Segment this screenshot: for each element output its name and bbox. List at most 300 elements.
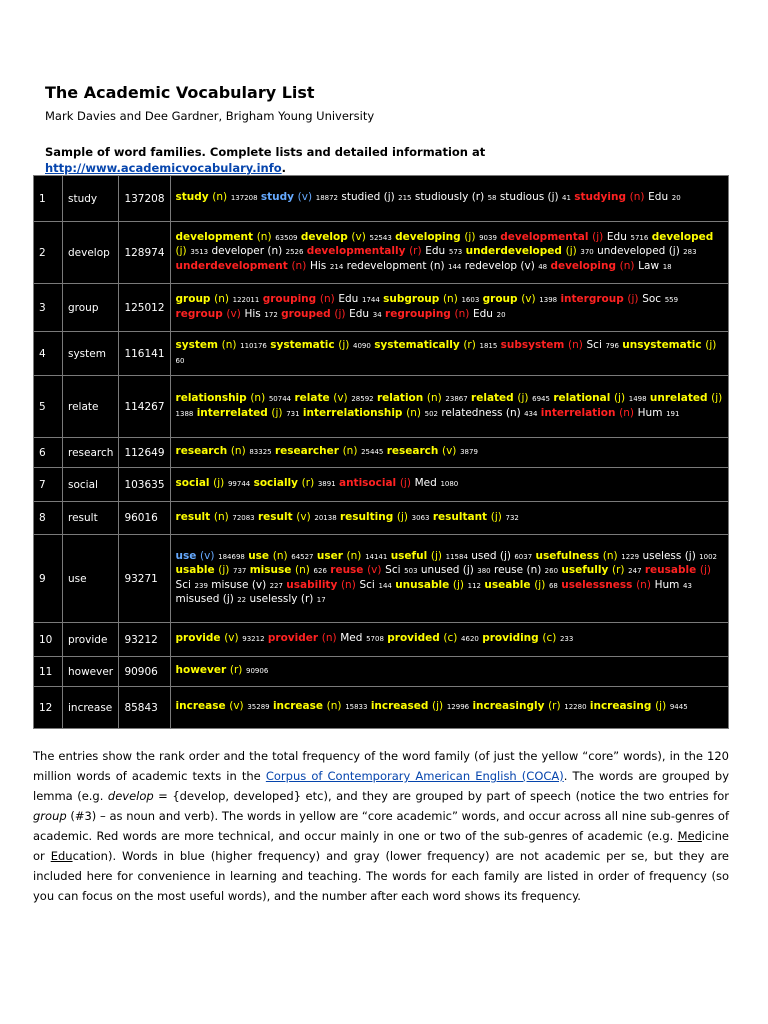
word-entry [341,191,411,203]
word-text: unusable [395,578,450,591]
word-text: relate [294,392,330,405]
word-text: use [248,549,270,562]
word-frequency: 796 [605,342,619,351]
part-of-speech: (j) [222,592,234,605]
word-family-cell [170,687,728,729]
part-of-speech: (j) [334,307,346,320]
table-row [34,468,729,502]
part-of-speech: (n) [213,510,229,523]
word-text: usable [175,564,215,577]
part-of-speech: (j) [452,578,464,591]
part-of-speech: (j) [565,245,577,258]
word-entry [482,632,573,644]
word-family-cell [170,535,728,623]
word-frequency: 1002 [699,552,717,561]
word-entry [249,593,325,605]
part-of-speech: (n) [230,445,246,458]
word-entry [466,245,594,257]
word-text: relationship [175,392,247,405]
word-entry [176,260,344,272]
word-family-cell [170,222,728,284]
word-text: underdeveloped [465,245,562,258]
word-frequency: 1229 [621,552,640,561]
part-of-speech: (j) [464,231,476,244]
word-entry [500,231,648,243]
word-frequency: 1388 [175,409,194,418]
word-frequency: 34 [372,310,382,319]
word-text: useless [642,549,682,562]
part-of-speech: (c) [542,632,557,645]
intro-line [45,144,729,176]
group-italic: group [33,809,67,823]
intro-end: . [281,161,287,175]
word-frequency: 14141 [365,552,388,561]
frequency-cell: 85843 [119,687,170,729]
word-entry [301,231,392,243]
word-entry [395,231,497,243]
part-of-speech: (v) [251,578,267,591]
word-entry [550,260,671,272]
word-text: studiously [414,191,469,204]
part-of-speech: (j) [383,191,395,204]
word-frequency: 215 [398,194,412,203]
word-entry [383,293,479,305]
word-text: developed [651,231,714,244]
part-of-speech: (j) [338,339,350,352]
word-frequency: 559 [664,296,679,305]
word-text: usability [286,578,338,591]
word-entry [385,308,506,320]
frequency-cell: 116141 [119,332,170,376]
headword-cell: result [63,502,119,535]
part-of-speech: (n) [406,406,421,419]
part-of-speech: (j) [592,231,604,244]
word-text: socially [253,477,298,490]
rank-cell: 10 [34,623,63,657]
edu-underlined: Edu [50,849,73,863]
word-text: reusable [644,564,697,577]
word-frequency: 72083 [232,513,255,522]
rank-cell: 11 [34,657,63,687]
word-entry [387,632,479,644]
footer-text-4: (#3) – as noun and verb). The words in yellow are “core academic” words, and occur across all nine sub-genres of academic. Red words are more technical, and occur mainly in one or two of the sub-genres of academic (e.g. [33,809,729,843]
word-entry [597,245,696,257]
word-text: provider [267,632,319,645]
part-of-speech: (r) [229,664,243,677]
part-of-speech: (v) [442,445,457,458]
word-frequency: 12996 [446,703,470,712]
word-text: systematically [374,339,460,352]
word-text: grouping [262,293,317,306]
word-frequency: 239 [194,581,208,590]
word-text: relatedness [441,406,503,419]
table-row [34,332,729,376]
part-of-speech: (j) [396,510,409,523]
word-frequency: 4620 [461,635,479,644]
part-of-speech: (j) [213,477,225,490]
table-row [34,222,729,284]
part-of-speech: (v) [333,392,348,405]
word-entry [340,511,430,523]
word-family-cell [170,332,728,376]
word-family-cell [170,623,728,657]
word-entry [387,445,478,457]
part-of-speech: (n) [636,578,651,591]
word-text: studying [574,191,626,204]
table-row [34,438,729,468]
headword-cell: develop [63,222,119,284]
word-entry [395,579,481,591]
word-text: underdevelopment [175,259,288,272]
word-frequency: 3891 [317,480,336,489]
word-entry [339,477,458,489]
part-of-speech: (v) [224,632,239,645]
word-text: interrelationship [302,406,403,419]
rank-cell: 3 [34,284,63,332]
word-frequency: 184698 [218,552,245,561]
word-text: provided [387,632,440,645]
or-text: or [33,849,51,863]
word-entry [176,593,247,605]
word-frequency: 3513 [190,248,209,257]
word-entry [561,564,641,576]
part-of-speech: (v) [521,293,536,306]
part-of-speech: (v) [226,307,241,320]
word-entry [268,632,384,644]
part-of-speech: (n) [454,307,470,320]
word-text: social [175,477,210,490]
word-text: subgroup [383,293,440,306]
word-text: development [175,231,254,244]
part-of-speech: (n) [602,549,618,562]
rank-cell: 4 [34,332,63,376]
word-frequency: 1498 [628,395,647,404]
word-frequency: 233 [559,635,574,644]
word-text: uselessness [561,578,633,591]
subgenre-label: Sci [175,578,191,591]
word-frequency: 380 [477,567,491,576]
word-family-cell [170,657,728,687]
table-row [34,535,729,623]
word-entry [197,407,300,419]
part-of-speech: (n) [429,259,445,272]
word-frequency: 58 [487,194,497,203]
part-of-speech: (j) [627,293,639,306]
frequency-cell: 128974 [119,222,170,284]
part-of-speech: (r) [463,339,476,352]
word-frequency: 1603 [461,296,480,305]
word-frequency: 52543 [369,234,392,243]
word-frequency: 41 [562,194,571,203]
part-of-speech: (n) [340,578,356,591]
word-text: relational [553,392,611,405]
word-entry [415,191,497,203]
word-frequency: 9039 [479,234,497,243]
footer-paragraph [33,746,729,906]
part-of-speech: (j) [655,700,667,713]
word-entry [176,339,267,351]
word-text: increasing [589,700,652,713]
word-entry [258,511,337,523]
part-of-speech: (j) [711,392,723,405]
word-frequency: 50744 [268,395,292,404]
word-text: use [175,549,197,562]
part-of-speech: (j) [668,245,680,258]
word-text: studied [341,191,381,204]
word-entry [317,550,387,562]
word-text: subsystem [500,339,565,352]
word-entry [261,191,338,203]
word-family-cell [170,502,728,535]
frequency-cell: 114267 [119,376,170,438]
word-frequency: 3879 [460,448,478,457]
part-of-speech: (r) [300,592,314,605]
word-frequency: 110176 [240,342,267,351]
page-title: The Academic Vocabulary List [45,83,315,102]
word-entry [250,564,327,576]
word-frequency: 18 [662,262,672,271]
word-frequency: 247 [628,567,642,576]
word-frequency: 626 [313,567,327,576]
coca-link[interactable]: Corpus of Contemporary American English (COCA) [265,769,564,783]
word-entry [273,700,368,712]
word-entry [176,392,292,404]
word-entry [561,579,692,591]
word-text: unsystematic [622,339,702,352]
word-frequency: 434 [524,409,538,418]
word-entry [421,564,491,576]
med-underlined: Med [677,829,702,843]
headword-cell: increase [63,687,119,729]
word-entry [254,477,336,489]
part-of-speech: (v) [200,549,215,562]
website-link[interactable]: http://www.academicvocabulary.info [45,161,282,175]
word-entry [574,191,680,203]
word-text: studious [499,191,545,204]
part-of-speech: (j) [430,549,442,562]
rank-cell: 6 [34,438,63,468]
part-of-speech: (j) [517,392,529,405]
part-of-speech: (n) [212,191,228,204]
word-frequency: 83325 [249,448,272,457]
frequency-cell: 93212 [119,623,170,657]
word-entry [500,191,571,203]
word-text: uselessly [249,592,298,605]
word-entry [176,632,265,644]
word-frequency: 6037 [514,552,533,561]
word-text: misuse [249,564,292,577]
word-frequency: 9445 [669,703,688,712]
word-entry [483,293,557,305]
word-frequency: 731 [286,409,300,418]
subgenre-label: Edu [338,293,359,306]
table-row [34,176,729,222]
part-of-speech: (n) [321,632,337,645]
word-frequency: 64527 [291,552,314,561]
part-of-speech: (n) [526,564,542,577]
part-of-speech: (j) [699,564,712,577]
word-text: resultant [432,510,488,523]
word-frequency: 12280 [564,703,587,712]
word-entry [270,339,371,351]
word-text: systematic [270,339,335,352]
word-text: related [471,392,514,405]
word-entry [484,579,558,591]
footer-text-2: . The words are grouped by lemma (e.g. [33,769,730,803]
word-frequency: 191 [666,409,680,418]
word-entry [176,511,255,523]
part-of-speech: (j) [399,477,411,490]
word-text: regrouping [385,307,451,320]
word-family-cell [170,438,728,468]
frequency-cell: 96016 [119,502,170,535]
word-frequency: 11584 [445,552,468,561]
word-text: research [175,445,228,458]
part-of-speech: (j) [499,549,511,562]
word-frequency: 227 [269,581,283,590]
word-frequency: 502 [424,409,438,418]
word-frequency: 1080 [440,480,459,489]
word-text: usefulness [535,549,600,562]
word-entry [211,579,283,591]
develop-italic: develop [107,789,154,803]
word-text: regroup [175,307,223,320]
subgenre-label: Soc [642,293,662,306]
rank-cell: 8 [34,502,63,535]
word-text: researcher [274,445,339,458]
word-text: developmental [500,231,589,244]
word-frequency: 43 [683,581,692,590]
part-of-speech: (j) [705,339,717,352]
headword-cell: provide [63,623,119,657]
part-of-speech: (n) [619,259,635,272]
word-text: resulting [340,510,394,523]
word-entry [176,550,245,562]
word-frequency: 5716 [630,234,649,243]
word-text: study [260,191,294,204]
word-frequency: 737 [233,567,247,576]
part-of-speech: (n) [295,564,310,577]
rank-cell: 1 [34,176,63,222]
word-frequency: 122011 [232,296,260,305]
word-frequency: 4090 [353,342,371,351]
word-text: redevelopment [346,259,427,272]
part-of-speech: (v) [229,700,244,713]
frequency-cell: 112649 [119,438,170,468]
vocabulary-table-body [34,176,729,729]
word-frequency: 63509 [275,234,298,243]
word-text: interrelation [540,406,616,419]
word-entry [330,564,417,576]
word-entry [441,407,537,419]
part-of-speech: (r) [611,564,625,577]
word-frequency: 35289 [247,703,270,712]
word-entry [471,392,550,404]
headword-cell: group [63,284,119,332]
word-family-cell [170,176,728,222]
word-entry [176,445,272,457]
word-text: develop [300,231,348,244]
word-entry [211,245,303,257]
word-entry [176,700,270,712]
word-entry [307,245,462,257]
word-text: unrelated [649,392,708,405]
headword-cell: research [63,438,119,468]
word-text: reuse [493,564,524,577]
word-frequency: 5708 [366,635,384,644]
subgenre-label: Edu [472,307,493,320]
headword-cell: system [63,332,119,376]
word-text: misuse [211,578,249,591]
word-entry [590,700,688,712]
word-text: however [175,664,227,677]
part-of-speech: (v) [296,510,311,523]
part-of-speech: (n) [342,445,358,458]
subgenre-label: Hum [637,406,663,419]
part-of-speech: (n) [619,406,634,419]
part-of-speech: (j) [462,564,474,577]
word-entry [465,260,547,272]
part-of-speech: (n) [442,293,458,306]
word-frequency: 573 [448,248,463,257]
part-of-speech: (n) [256,231,272,244]
part-of-speech: (r) [409,245,422,258]
frequency-cell: 93271 [119,535,170,623]
headword-cell: however [63,657,119,687]
part-of-speech: (j) [271,406,283,419]
word-frequency: 260 [544,567,559,576]
word-entry [286,579,392,591]
word-text: user [316,549,343,562]
document-header [45,82,729,176]
word-frequency: 68 [548,581,558,590]
word-frequency: 3063 [411,513,430,522]
part-of-speech: (n) [267,245,283,258]
word-entry [281,308,382,320]
vocabulary-table [33,175,729,729]
word-text: used [471,549,497,562]
subgenre-label: Edu [648,191,669,204]
subgenre-label: Sci [359,578,375,591]
word-frequency: 214 [329,262,344,271]
part-of-speech: (j) [490,510,502,523]
rank-cell: 2 [34,222,63,284]
word-frequency: 283 [683,248,697,257]
word-text: providing [482,632,539,645]
word-text: result [175,510,211,523]
subgenre-label: Edu [606,231,627,244]
subgenre-label: Sci [586,339,602,352]
word-frequency: 112 [467,581,482,590]
word-text: undeveloped [597,245,666,258]
footer-text-5: ). Words in blue (higher frequency) and gray (lower frequency) are not academic per se, but they are included here for convenience in learning and teaching. The words for each family are listed in order of frequency (so you can focus on the most useful words), and the number after each word shows its frequency. [33,849,730,903]
word-entry [294,392,373,404]
headword-cell: use [63,535,119,623]
word-frequency: 370 [580,248,594,257]
word-frequency: 732 [505,513,519,522]
word-text: developer [211,245,265,258]
part-of-speech: (j) [684,549,696,562]
word-frequency: 503 [404,567,418,576]
part-of-speech: (n) [568,339,583,352]
word-text: developing [395,231,461,244]
word-entry [433,511,519,523]
footer-text-1: The entries show the rank order and the total frequency of the word family (of just the yellow “core” words), in the 120 million words of academic texts in the [33,749,729,783]
table-row [34,687,729,729]
word-frequency: 1398 [539,296,558,305]
part-of-speech: (c) [443,632,458,645]
word-text: research [386,445,439,458]
